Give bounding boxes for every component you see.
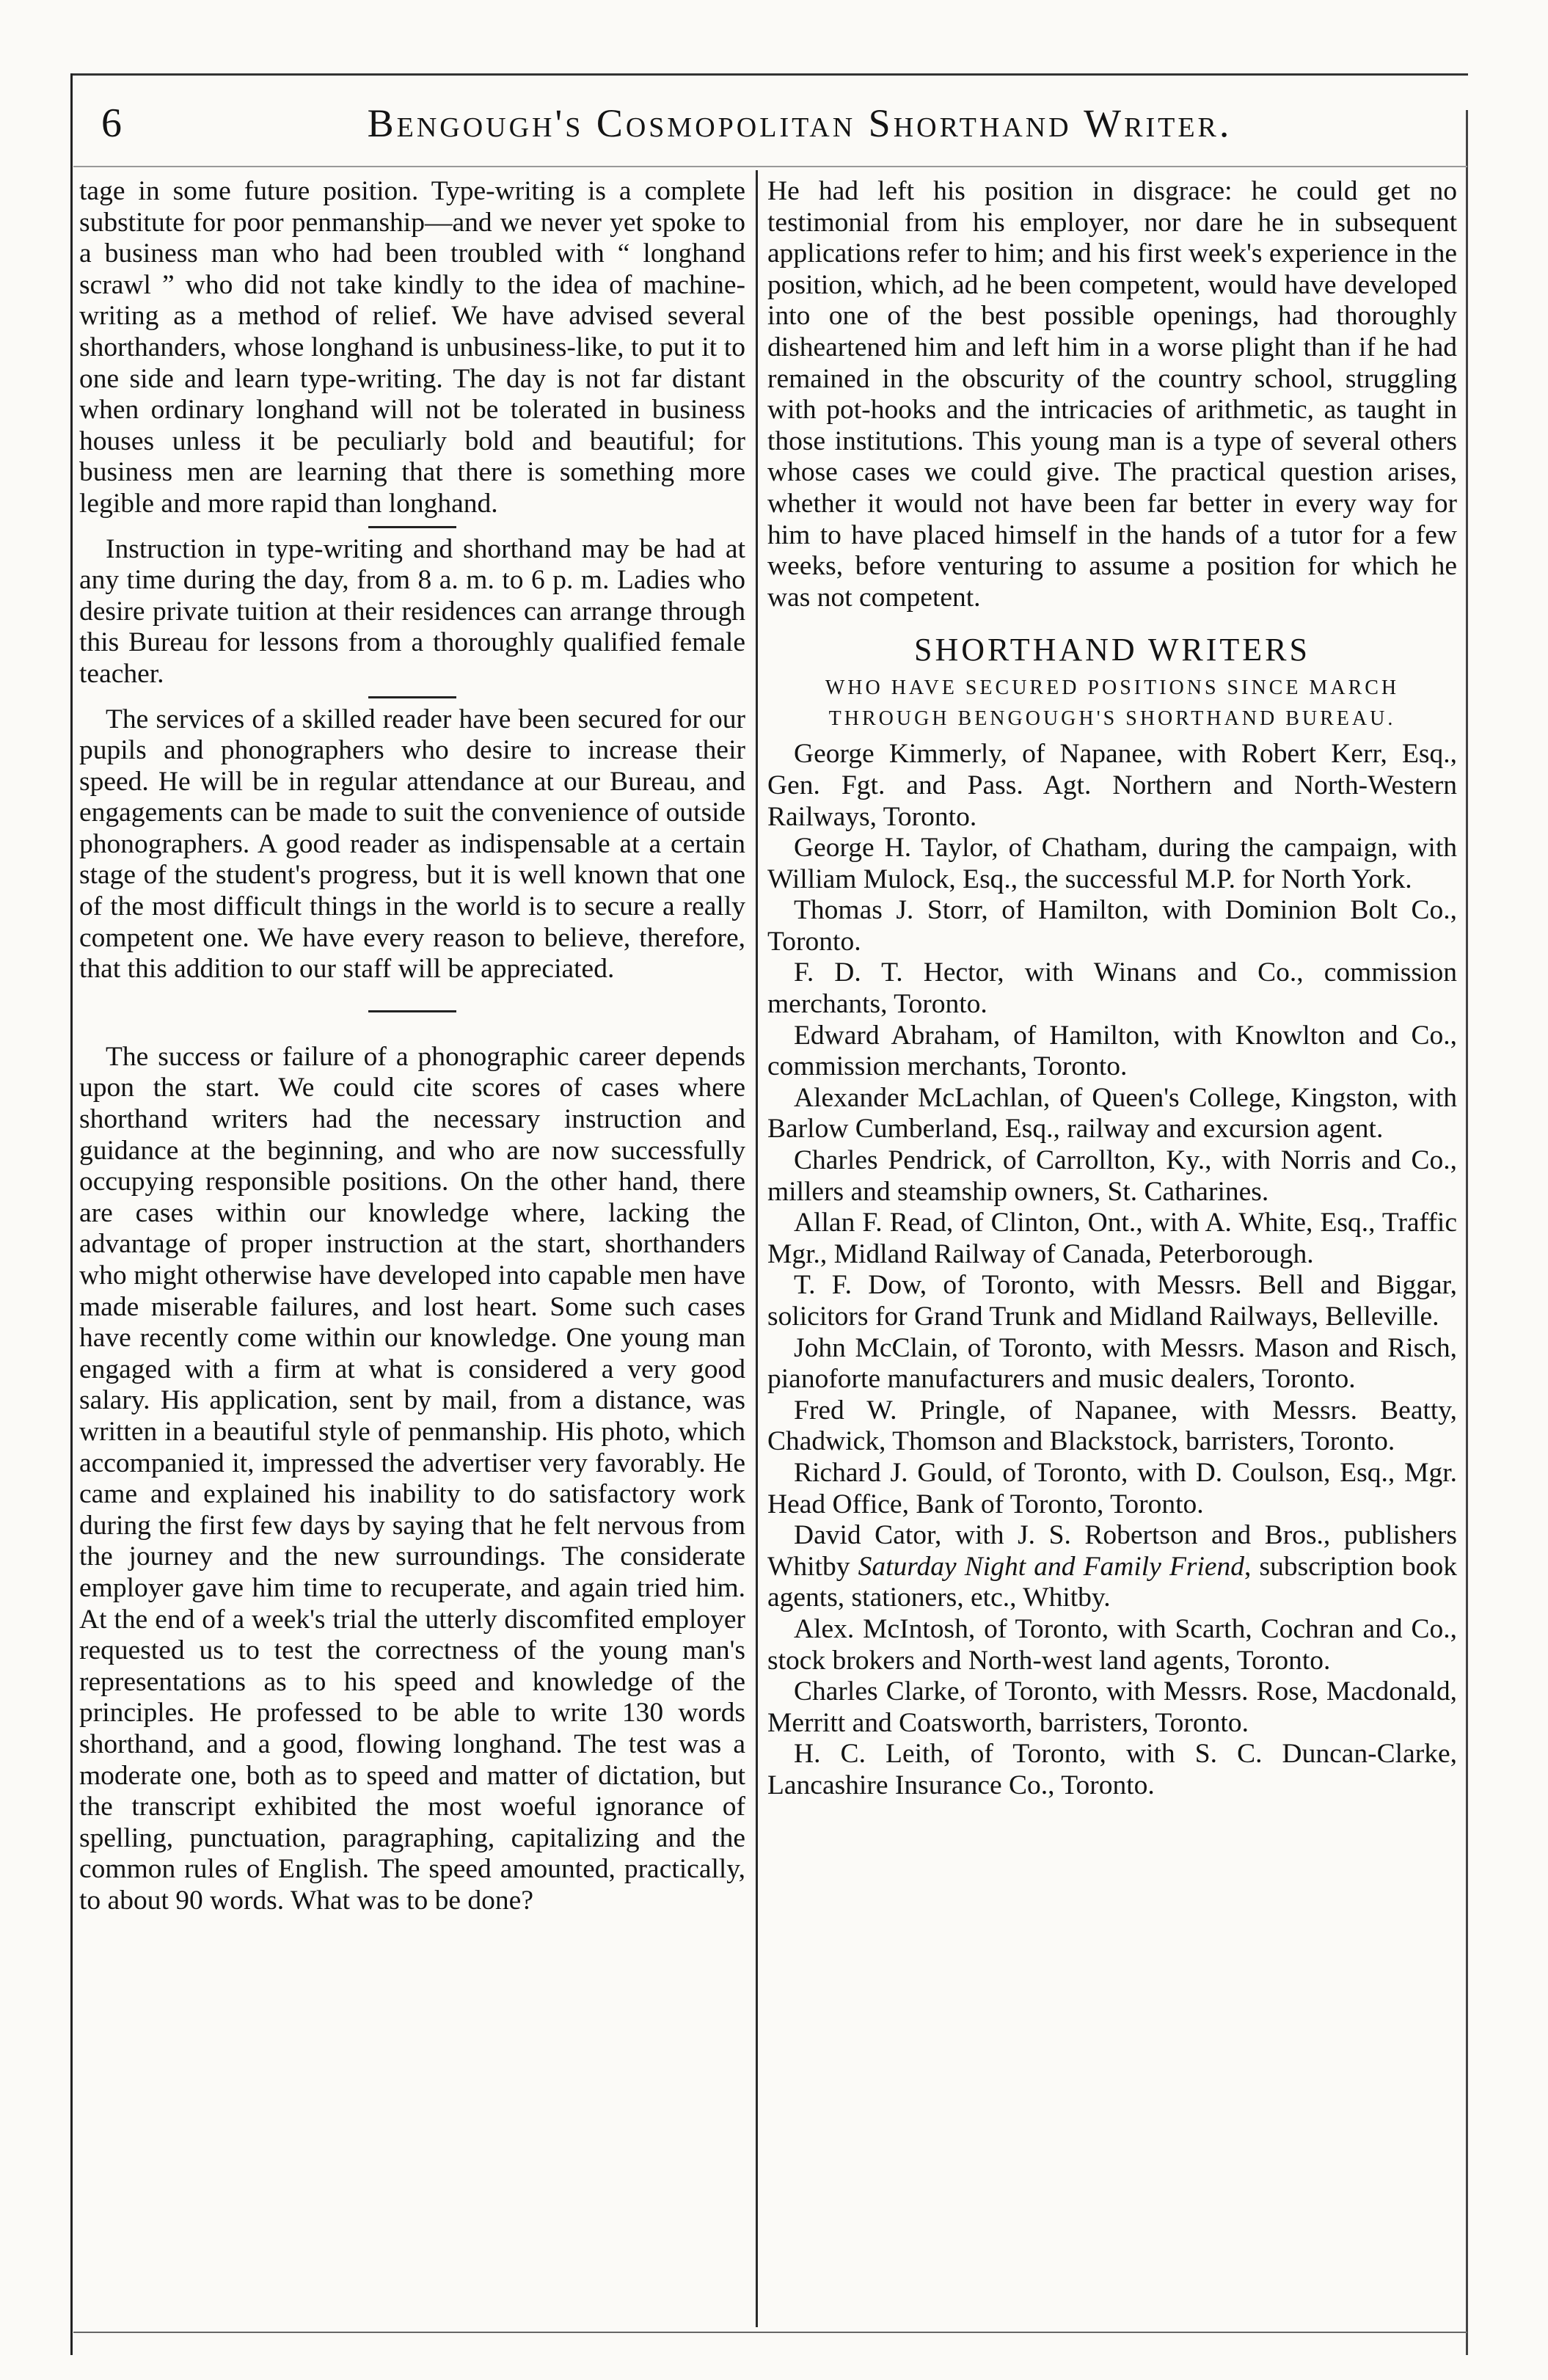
paragraph-typewriting: tage in some future position. Type-writing is a complete substitute for poor penmanship—and we never yet spoke to a business man who had been troubled with “ longhand scrawl ” who did not take kindly to the idea of machine-writing as a method of relief. We have advised several shorthanders, whose longhand is unbusiness-like, to put it to one side and learn type-writing. The day is not far distant when ordinary longhand will not be tolerated in business houses unless it be peculiarly bold and beautiful; for business men are learning that there is something more legible and more rapid than longhand. xyxy=(79,176,745,519)
paragraph-continuation: He had left his position in disgrace: he could get no testimonial from his employer, nor dare he in subsequent applications refer to him; and his first week's experience in the position, which, ad he been competent, would have developed into one of the best possible openings, had thoroughly disheartened him and left him in a worse plight than if he had remained in the obscurity of the country school, struggling with pot-hooks and the intricacies of arithmetic, as taught in those institutions. This young man is a type of several others whose cases we could give. The practical question arises, whether it would not have been far better in every way for him to have placed himself in the hands of a tutor for a few weeks, before venturing to assume a position for which he was not competent. xyxy=(767,176,1457,613)
writer-entry: T. F. Dow, of Toronto, with Messrs. Bell and Biggar, solicitors for Grand Trunk and Midland Railways, Belleville. xyxy=(767,1270,1457,1332)
paragraph-instruction: Instruction in type-writing and shorthand may be had at any time during the day, from 8 a. m. to 6 p. m. Ladies who desire private tuition at their residences can arrange through this Bureau for lessons from a thoroughly qualified female teacher. xyxy=(79,533,745,689)
paragraph-success-failure: The success or failure of a phonographic career depends upon the start. We could cite scores of cases where shorthand writers had the necessary instruction and guidance at the beginning, and who are now successfully occupying responsible positions. On the other hand, there are cases within our knowledge where, lacking the advantage of proper instruction at the start, shorthanders who might otherwise have developed into capable men have made miserable failures, and lost heart. Some such cases have recently come within our knowledge. One young man engaged with a firm at what is considered a very good salary. His application, sent by mail, from a distance, was written in a beautiful style of penmanship. His photo, which accompanied it, impressed the advertiser very favorably. He came and explained his inability to do satisfactory work during the first few days by saying that he felt nervous from the journey and the new surroundings. The considerate employer gave him time to recuperate, and again tried him. At the end of a week's trial the utterly discomfited employer requested us to test the correctness of the young man's representations as to his speed and knowledge of the principles. He professed to be able to write 130 words shorthand, and a good, flowing longhand. The test was a moderate one, both as to speed and matter of dictation, but the transcript exhibited the most woeful ignorance of spelling, punctuation, paragraphing, capitalizing and the common rules of English. The speed amounted, practically, to about 90 words. What was to be done? xyxy=(79,1041,745,1916)
writer-entry-text: , subscription book agents, stationers, etc., Whitby. xyxy=(767,1551,1458,1613)
section-title: SHORTHAND WRITERS xyxy=(913,632,1310,668)
publication-title: Saturday Night and Family Friend xyxy=(858,1551,1245,1582)
column-divider xyxy=(756,170,758,2327)
writer-entry: F. D. T. Hector, with Winans and Co., commission merchants, Toronto. xyxy=(767,957,1457,1020)
section-subtitle-line-1: WHO HAVE SECURED POSITIONS SINCE MARCH xyxy=(825,676,1400,700)
paragraph-reader: The services of a skilled reader have been secured for our pupils and phonographers who desire to increase their speed. He will be in regular attendance at our Bureau, and engagements can be made to suit the convenience of outside phonographers. A good reader as indispensable at a certain stage of the student's progress, but it is well known that one of the most difficult things in the world is to secure a really competent one. We have every reason to believe, therefore, that this addition to our staff will be appreciated. xyxy=(79,704,745,985)
writer-entry: George Kimmerly, of Napanee, with Robert Kerr, Esq., Gen. Fgt. and Pass. Agt. Northern and North-Western Railways, Toronto. xyxy=(767,739,1457,832)
page-bottom-rule xyxy=(73,2332,1467,2333)
page-frame-right xyxy=(1466,110,1468,2355)
writer-entry-text: David Cator, with J. S. Robertson and Bros., publishers Whitby xyxy=(767,1520,1457,1582)
short-rule xyxy=(368,696,456,698)
page-frame-top xyxy=(70,73,1468,76)
writer-entry: Fred W. Pringle, of Napanee, with Messrs. Beatty, Chadwick, Thomson and Blackstock, barristers, Toronto. xyxy=(767,1395,1457,1457)
writer-entry: Charles Pendrick, of Carrollton, Ky., with Norris and Co., millers and steamship owners, St. Catharines. xyxy=(767,1145,1457,1207)
writer-entry: Thomas J. Storr, of Hamilton, with Dominion Bolt Co., Toronto. xyxy=(767,895,1457,957)
header-divider xyxy=(73,166,1467,167)
writer-entry: John McClain, of Toronto, with Messrs. Mason and Risch, pianoforte manufacturers and music dealers, Toronto. xyxy=(767,1332,1457,1395)
writers-list xyxy=(767,739,1457,1801)
section-subtitle-line-2: THROUGH BENGOUGH'S SHORTHAND BUREAU. xyxy=(828,707,1396,731)
writer-entry: Allan F. Read, of Clinton, Ont., with A. White, Esq., Traffic Mgr., Midland Railway of Canada, Peterborough. xyxy=(767,1208,1457,1269)
page-frame-left xyxy=(70,73,73,2355)
left-column xyxy=(79,176,745,1916)
writer-entry: Alex. McIntosh, of Toronto, with Scarth, Cochran and Co., stock brokers and North-west land agents, Toronto. xyxy=(767,1613,1457,1676)
right-column xyxy=(767,176,1457,1802)
section-subtitle xyxy=(767,673,1457,734)
running-title: Bengough's Cosmopolitan Shorthand Writer. xyxy=(367,101,1233,145)
writer-entry: Edward Abraham, of Hamilton, with Knowlton and Co., commission merchants, Toronto. xyxy=(767,1020,1457,1082)
writer-entry: George H. Taylor, of Chatham, during the campaign, with William Mulock, Esq., the successful M.P. for North York. xyxy=(767,833,1457,894)
page-header xyxy=(73,94,1467,153)
page-number: 6 xyxy=(101,101,122,146)
writer-entry: H. C. Leith, of Toronto, with S. C. Duncan-Clarke, Lancashire Insurance Co., Toronto. xyxy=(767,1739,1457,1800)
section-rule xyxy=(368,1010,456,1012)
writer-entry-cator xyxy=(767,1520,1457,1614)
writer-entry: Charles Clarke, of Toronto, with Messrs. Rose, Macdonald, Merritt and Coatsworth, barristers, Toronto. xyxy=(767,1676,1457,1738)
writer-entry: Alexander McLachlan, of Queen's College, Kingston, with Barlow Cumberland, Esq., railway and excursion agent. xyxy=(767,1082,1457,1145)
writer-entry: Richard J. Gould, of Toronto, with D. Coulson, Esq., Mgr. Head Office, Bank of Toronto, Toronto. xyxy=(767,1457,1457,1519)
short-rule xyxy=(368,526,456,528)
